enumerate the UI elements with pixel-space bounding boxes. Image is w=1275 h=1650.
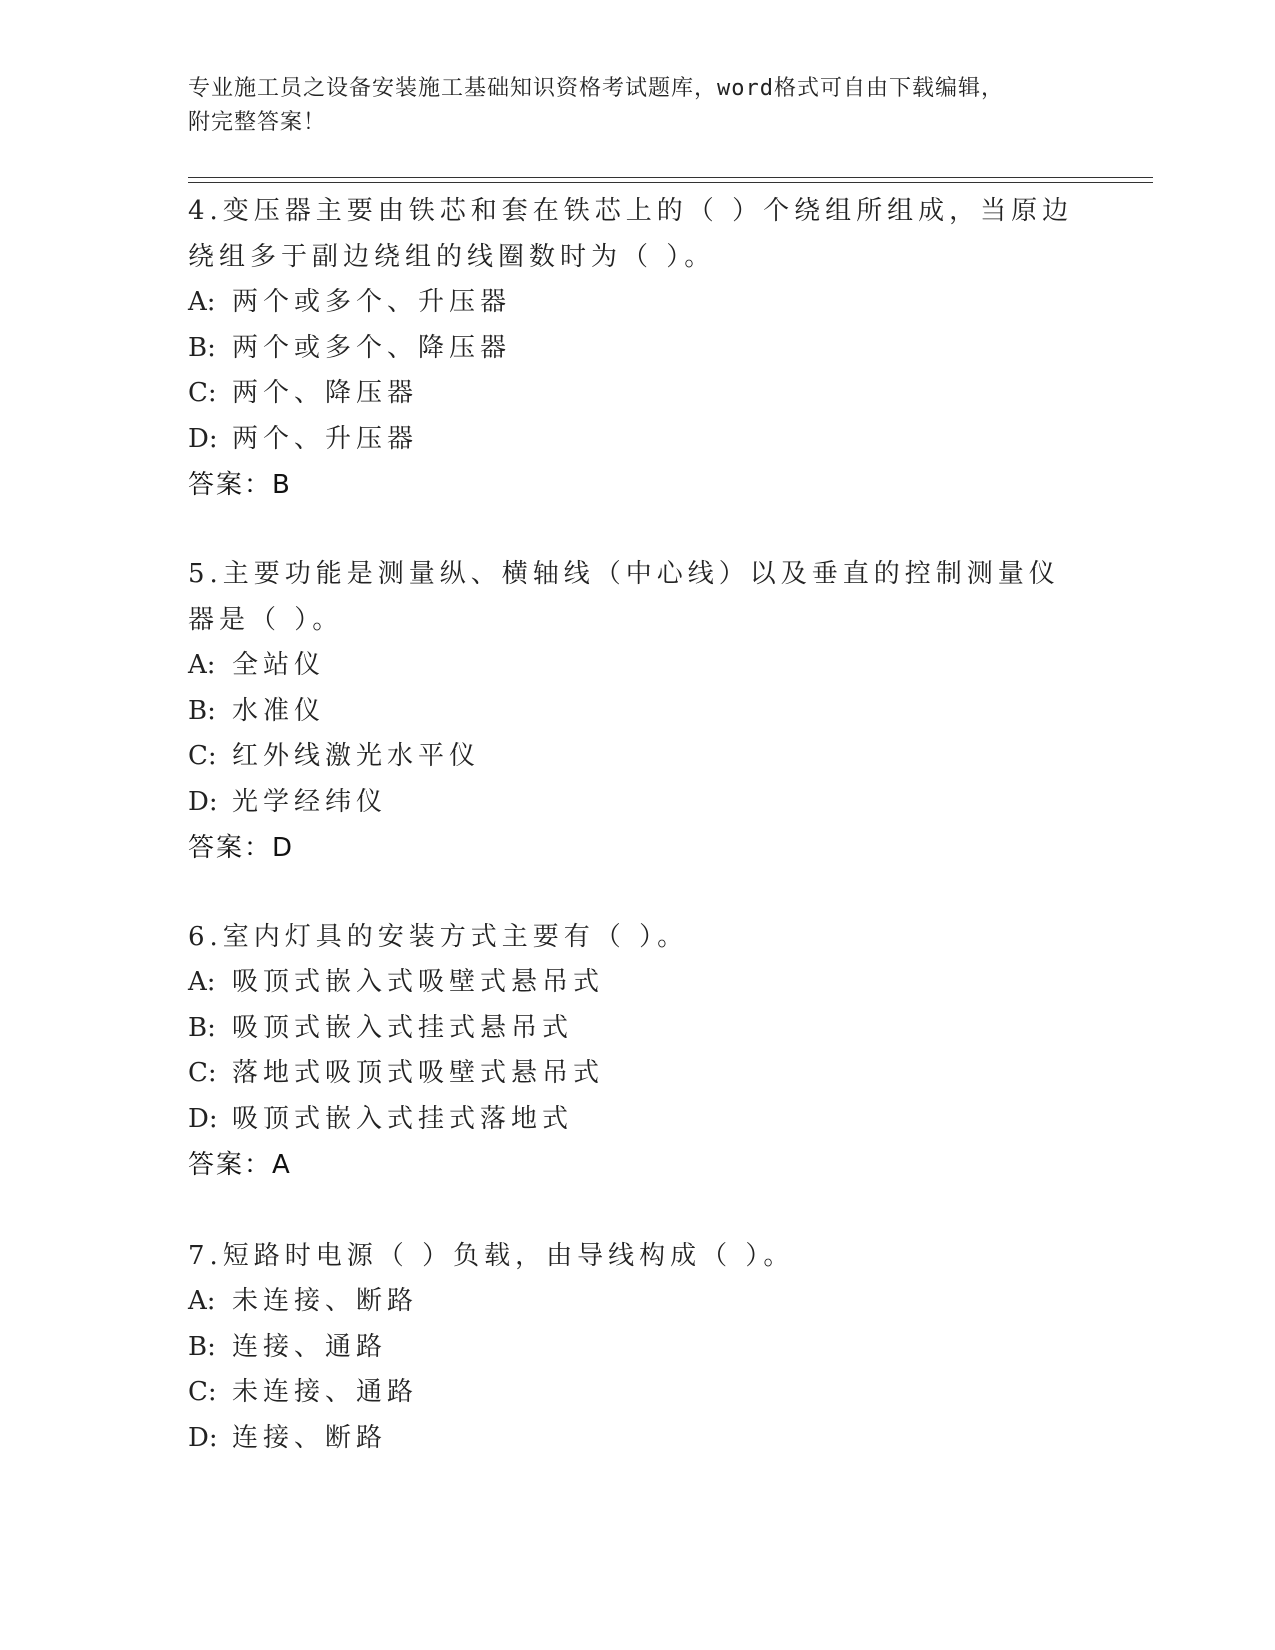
option-b	[188, 1006, 1088, 1052]
question-text: 4.变压器主要由铁芯和套在铁芯上的（ ）个绕组所组成，当原边绕组多于副边绕组的线圈数时为（ ）。	[188, 196, 1074, 272]
option-letter: D:	[188, 423, 218, 454]
option-letter: B:	[188, 695, 216, 726]
option-letter: B:	[188, 332, 216, 363]
option-letter: B:	[188, 1331, 216, 1362]
option-text: 光学经纬仪	[232, 786, 388, 817]
option-text: 全站仪	[232, 650, 326, 680]
option-b	[188, 326, 1088, 372]
option-letter: A:	[188, 1286, 216, 1316]
answer-label: 答案：A	[188, 1150, 292, 1180]
answer-label: 答案：B	[188, 470, 292, 500]
option-a	[188, 960, 1088, 1006]
option-text: 连接、断路	[232, 1422, 388, 1453]
option-d	[188, 1097, 1088, 1143]
document-header	[188, 72, 1088, 140]
answer-label: 答案：D	[188, 833, 295, 863]
option-letter: C:	[188, 1377, 217, 1407]
option-b	[188, 689, 1088, 735]
option-text: 未连接、断路	[232, 1286, 419, 1316]
option-c	[188, 1051, 1088, 1097]
option-text: 两个或多个、降压器	[232, 332, 512, 363]
option-a	[188, 643, 1088, 689]
option-letter: A:	[188, 967, 216, 997]
option-a	[188, 280, 1088, 326]
header-line-2: 附完整答案！	[188, 110, 327, 135]
option-text: 吸顶式嵌入式挂式悬吊式	[232, 1012, 574, 1043]
option-a	[188, 1279, 1088, 1325]
option-letter: C:	[188, 378, 217, 408]
option-letter: D:	[188, 1422, 218, 1453]
option-text: 两个或多个、升压器	[232, 287, 512, 317]
question-text: 7.短路时电源（ ）负载，由导线构成（ ）。	[188, 1241, 795, 1271]
option-letter: B:	[188, 1012, 216, 1043]
option-letter: C:	[188, 741, 217, 771]
option-text: 落地式吸顶式吸壁式悬吊式	[232, 1058, 605, 1088]
option-letter: A:	[188, 650, 216, 680]
option-letter: D:	[188, 1103, 218, 1134]
option-c	[188, 371, 1088, 417]
option-text: 连接、通路	[232, 1331, 388, 1362]
option-letter: C:	[188, 1058, 217, 1088]
option-text: 吸顶式嵌入式吸壁式悬吊式	[232, 967, 605, 997]
option-c	[188, 1370, 1088, 1416]
option-letter: A:	[188, 287, 216, 317]
option-b	[188, 1325, 1088, 1371]
header-divider-bottom	[188, 182, 1153, 183]
option-d	[188, 417, 1088, 463]
option-text: 两个、降压器	[232, 378, 419, 408]
option-text: 红外线激光水平仪	[232, 741, 481, 771]
header-line-1: 专业施工员之设备安装施工基础知识资格考试题库，word格式可自由下载编辑，	[188, 76, 1004, 101]
question-6	[188, 914, 1088, 1188]
question-text: 5.主要功能是测量纵、横轴线（中心线）以及垂直的控制测量仪器是（ ）。	[188, 559, 1060, 635]
option-text: 水准仪	[232, 695, 326, 726]
option-d	[188, 1416, 1088, 1462]
option-d	[188, 780, 1088, 826]
option-text: 吸顶式嵌入式挂式落地式	[232, 1103, 574, 1134]
question-4	[188, 188, 1088, 508]
question-text: 6.室内灯具的安装方式主要有（ ）。	[188, 922, 689, 952]
header-divider-top	[188, 177, 1153, 178]
question-5	[188, 551, 1088, 871]
question-7	[188, 1233, 1088, 1461]
option-text: 两个、升压器	[232, 423, 419, 454]
option-text: 未连接、通路	[232, 1377, 419, 1407]
option-c	[188, 734, 1088, 780]
option-letter: D:	[188, 786, 218, 817]
